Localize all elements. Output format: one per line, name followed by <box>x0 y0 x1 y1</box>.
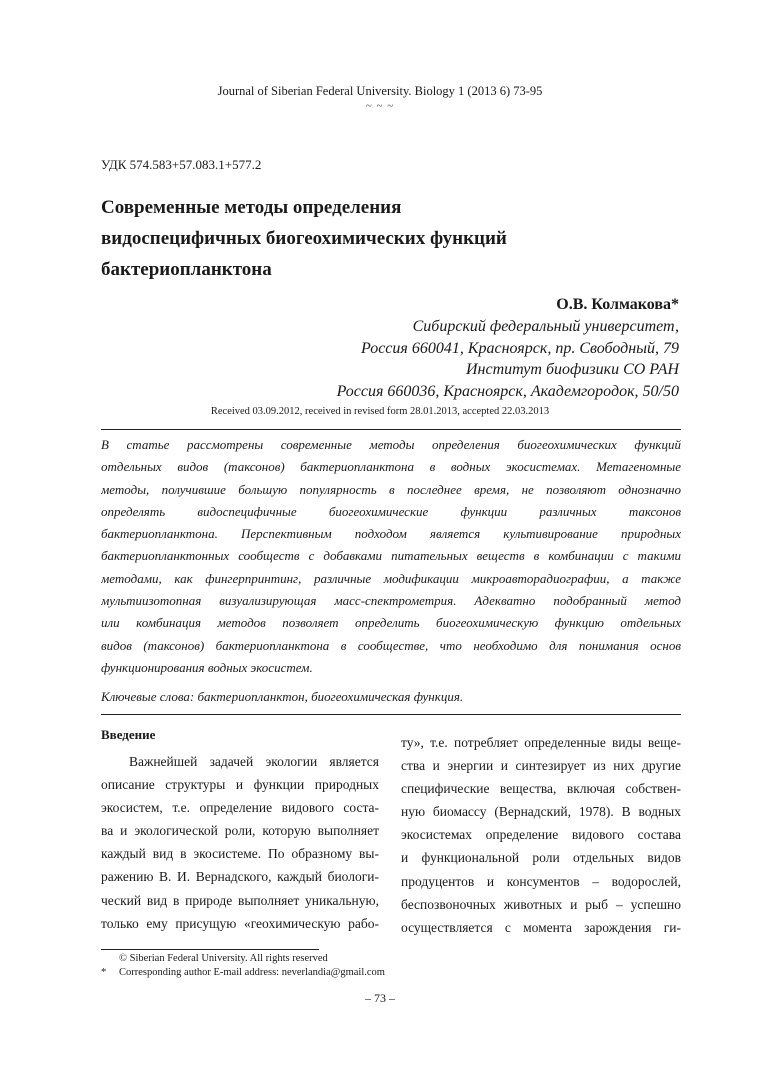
abstract-line: бактериопланктонных сообществ с добавками питательных веществ в комбинации с такими <box>101 548 681 564</box>
abstract-line: функционирования водных экосистем. <box>101 659 313 675</box>
body-line: ту», т.е. потребляет определенные виды веще- <box>401 735 681 750</box>
abstract-line: бактериопланктона. Перспективным подходом является культивирование природных <box>101 526 681 542</box>
body-line: ческий вид в природе выполняет уникальную, <box>101 892 379 908</box>
footnote-copyright: © Siberian Federal University. All rights reserved <box>119 953 328 964</box>
page-number: – 73 – <box>365 991 395 1005</box>
abstract <box>101 434 681 679</box>
body-line: ва и экологической роли, которую выполняет <box>101 823 379 839</box>
journal-header: Journal of Siberian Federal University. Biology 1 (2013 6) 73-95 <box>217 84 543 98</box>
keywords: Ключевые слова: бактериопланктон, биогеохимическая функция. <box>101 689 464 704</box>
abstract-line: или комбинация методов позволяет определить биогеохимическую функцию отдельных <box>101 615 681 631</box>
abstract-line: методы, получившие большую популярность в последнее время, не позволяют однозначно <box>101 481 681 497</box>
body-line: специфические вещества, включая собствен- <box>401 781 681 797</box>
abstract-line: методами, как фингерпринтинг, различные модификации микроавторадиографии, а также <box>101 570 681 586</box>
affiliation-line: Россия 660041, Красноярск, пр. Свободный, 79 <box>361 339 679 357</box>
body-line: ства и энергии и синтезирует из них другие <box>401 758 681 774</box>
affiliation-line: Институт биофизики СО РАН <box>465 361 679 378</box>
abstract-line: мультиизотопная визуализирующая масс-спектрометрия. Адекватно подобранный метод <box>101 593 681 609</box>
affiliation-line: Сибирский федеральный университет, <box>412 318 679 335</box>
abstract-line: видов (таксонов) бактериопланктона в сообществе, что необходимо для понимания основ <box>101 637 681 653</box>
body-line: Важнейшей задачей экологии является <box>129 754 379 769</box>
body-column-left <box>101 750 379 935</box>
body-line: осуществляется с момента зарождения ги- <box>401 919 681 935</box>
author-name: О.В. Колмакова* <box>556 296 679 313</box>
udk-code: УДК 574.583+57.083.1+577.2 <box>101 157 262 172</box>
body-line: ную биомассу (Вернадский, 1978). В водных <box>401 804 681 820</box>
footnote-rule <box>101 949 319 950</box>
body-line: описание структуры и функции природных <box>101 777 379 793</box>
body-line: и функциональной роли отдельных видов <box>401 850 681 866</box>
body-line: каждый вид в экосистеме. По образному вы- <box>101 846 379 862</box>
body-line: только ему присущую «геохимическую рабо- <box>101 915 379 931</box>
section-heading-introduction: Введение <box>101 727 156 742</box>
body-line: ражению В. И. Вернадского, каждый биологи- <box>101 869 379 885</box>
header-ornament: ~ ~ ~ <box>365 100 395 112</box>
affiliation-line: Россия 660036, Красноярск, Академгородок, 50/50 <box>336 382 679 400</box>
title-line: бактериопланктона <box>101 259 272 280</box>
body-line: экосистемах определение видового состава <box>401 827 681 843</box>
abstract-line: В статье рассмотрены современные методы определения биогеохимических функций <box>101 437 681 452</box>
body-line: экосистем, т.е. определение видового соста- <box>101 800 379 816</box>
title-line: Современные методы определения <box>101 197 402 218</box>
footnote-corresponding <box>101 967 385 978</box>
received-dates: Received 03.09.2012, received in revised form 28.01.2013, accepted 22.03.2013 <box>210 406 550 417</box>
author-affiliation <box>337 316 679 402</box>
abstract-bottom-rule <box>101 714 681 715</box>
body-line: беспозвоночных животных и рыб – успешно <box>401 896 681 912</box>
abstract-line: определять видоспецифичные биогеохимические функции различных таксонов <box>101 503 681 519</box>
abstract-line: отдельных видов (таксонов) бактериопланктона в водных экосистемах. Метагеномные <box>101 459 681 475</box>
title-line: видоспецифичных биогеохимических функций <box>101 228 507 249</box>
body-column-right <box>401 731 681 939</box>
body-line: продуцентов и консументов – водорослей, <box>401 873 681 889</box>
footnote-marker: * <box>101 967 107 978</box>
corresponding-email: Corresponding author E-mail address: neverlandia@gmail.com <box>119 967 385 978</box>
abstract-top-rule <box>101 429 681 430</box>
article-title <box>101 192 661 285</box>
